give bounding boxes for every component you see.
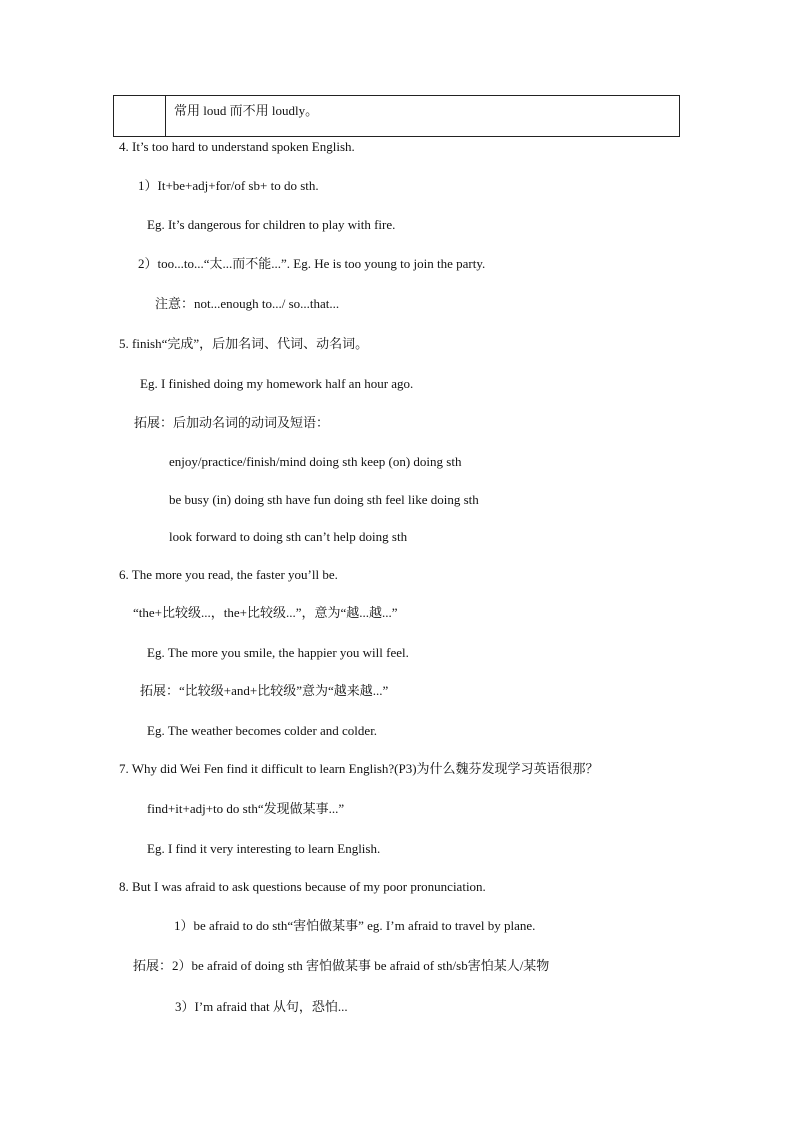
point-5-phrases-3: look forward to doing sth can’t help doing sth [169,529,408,544]
point-4-rule-2: 2）too...to...“太...而不能...”. Eg. He is too young to join the party. [138,256,486,271]
notes-table [113,95,680,137]
point-5-heading: 5. finish“完成”，后加名词、代词、动名词。 [119,336,369,351]
point-6-example-2: Eg. The weather becomes colder and colder. [147,723,378,738]
point-8-rule-1: 1）be afraid to do sth“害怕做某事” eg. I’m afraid to travel by plane. [174,918,536,933]
point-5-phrases-1: enjoy/practice/finish/mind doing sth keep (on) doing sth [169,454,462,469]
point-4-heading: 4. It’s too hard to understand spoken English. [119,139,355,154]
point-4-example-1: Eg. It’s dangerous for children to play with fire. [147,217,396,232]
point-4-note: 注意：not...enough to.../ so...that... [155,296,340,311]
point-8-heading: 8. But I was afraid to ask questions because of my poor pronunciation. [119,879,486,894]
point-6-example-1: Eg. The more you smile, the happier you will feel. [147,645,409,660]
point-6-extension: 拓展：“比较级+and+比较级”意为“越来越...” [140,683,389,698]
table-cell-text: 常用 loud 而不用 loudly。 [174,103,319,118]
point-5-extension: 拓展：后加动名词的动词及短语： [134,415,330,430]
point-6-rule: “the+比较级...，the+比较级...”，意为“越...越...” [133,605,398,620]
point-5-phrases-2: be busy (in) doing sth have fun doing sth feel like doing sth [169,492,479,507]
point-7-rule: find+it+adj+to do sth“发现做某事...” [147,801,345,816]
point-7-heading: 7. Why did Wei Fen find it difficult to learn English?(P3)为什么魏芬发现学习英语很那？ [119,761,599,776]
point-4-rule-1: 1）It+be+adj+for/of sb+ to do sth. [138,178,319,193]
point-8-rule-3: 3）I’m afraid that 从句，恐怕... [175,999,348,1014]
point-7-example: Eg. I find it very interesting to learn English. [147,841,381,856]
table-empty-cell [114,96,166,136]
point-6-heading: 6. The more you read, the faster you’ll be. [119,567,338,582]
point-8-rule-2: 拓展：2）be afraid of doing sth 害怕做某事 be afraid of sth/sb害怕某人/某物 [133,958,550,973]
point-5-example: Eg. I finished doing my homework half an hour ago. [140,376,414,391]
